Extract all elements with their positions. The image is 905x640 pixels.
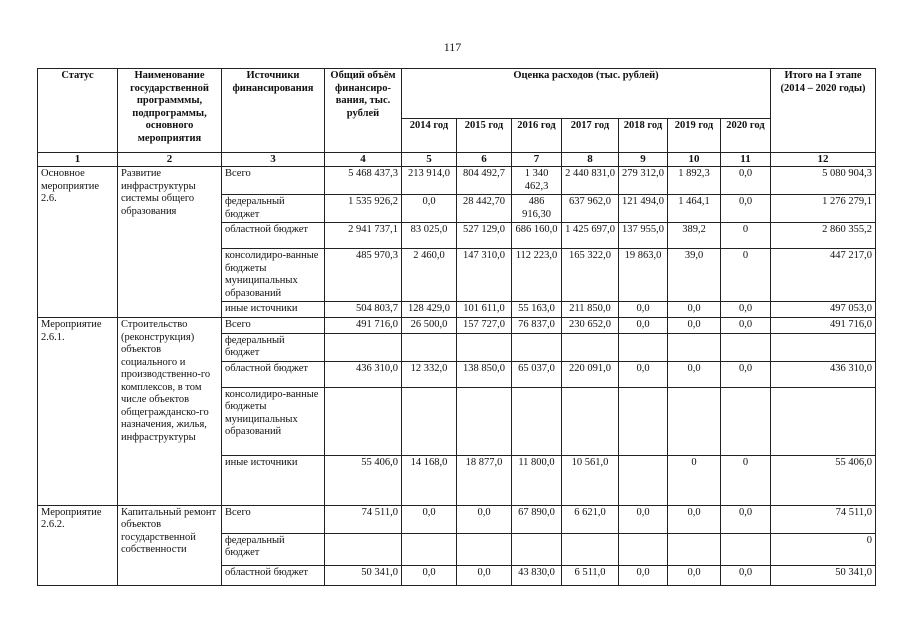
status-cell: Мероприятие 2.6.1. xyxy=(38,318,118,506)
funding-source-cell: областной бюджет xyxy=(222,361,325,387)
stage-total-cell: 491 716,0 xyxy=(771,318,876,334)
stage-total-cell: 447 217,0 xyxy=(771,249,876,302)
column-number: 7 xyxy=(512,153,562,167)
stage-total-cell: 497 053,0 xyxy=(771,302,876,318)
header-stage-total: Итого на I этапе (2014 – 2020 годы) xyxy=(771,69,876,153)
year-value-cell: 637 962,0 xyxy=(562,195,619,223)
stage-total-cell: 1 276 279,1 xyxy=(771,195,876,223)
year-value-cell: 26 500,0 xyxy=(402,318,457,334)
year-value-cell: 0,0 xyxy=(668,318,721,334)
funding-source-cell: федеральный бюджет xyxy=(222,533,325,565)
year-value-cell: 10 561,0 xyxy=(562,455,619,505)
year-value-cell xyxy=(402,387,457,455)
year-value-cell: 165 322,0 xyxy=(562,249,619,302)
year-2016: 2016 год xyxy=(512,119,562,153)
column-number: 8 xyxy=(562,153,619,167)
year-value-cell: 0,0 xyxy=(668,505,721,533)
year-value-cell: 279 312,0 xyxy=(619,167,668,195)
year-value-cell: 0,0 xyxy=(721,318,771,334)
header-status: Статус xyxy=(38,69,118,153)
year-value-cell xyxy=(562,387,619,455)
year-value-cell: 65 037,0 xyxy=(512,361,562,387)
total-volume-cell xyxy=(325,387,402,455)
total-volume-cell: 1 535 926,2 xyxy=(325,195,402,223)
year-value-cell xyxy=(721,333,771,361)
column-number: 12 xyxy=(771,153,876,167)
year-value-cell xyxy=(512,533,562,565)
total-volume-cell xyxy=(325,333,402,361)
year-value-cell xyxy=(562,533,619,565)
column-number: 1 xyxy=(38,153,118,167)
funding-source-cell: консолидиро-ванные бюджеты муниципальных образований xyxy=(222,249,325,302)
year-value-cell: 804 492,7 xyxy=(457,167,512,195)
year-value-cell: 0,0 xyxy=(619,302,668,318)
program-name-cell: Капитальный ремонт объектов государственной собственности xyxy=(118,505,222,585)
year-value-cell: 39,0 xyxy=(668,249,721,302)
year-value-cell xyxy=(721,533,771,565)
year-value-cell: 0,0 xyxy=(721,302,771,318)
year-2019: 2019 год xyxy=(668,119,721,153)
table-row xyxy=(38,167,876,195)
total-volume-cell: 504 803,7 xyxy=(325,302,402,318)
year-value-cell: 0 xyxy=(721,223,771,249)
year-value-cell xyxy=(668,533,721,565)
year-value-cell: 1 340 462,3 xyxy=(512,167,562,195)
year-value-cell xyxy=(457,333,512,361)
year-value-cell: 28 442,70 xyxy=(457,195,512,223)
year-value-cell: 157 727,0 xyxy=(457,318,512,334)
year-value-cell xyxy=(402,333,457,361)
year-value-cell: 389,2 xyxy=(668,223,721,249)
year-value-cell: 43 830,0 xyxy=(512,565,562,585)
year-value-cell: 138 850,0 xyxy=(457,361,512,387)
funding-source-cell: консолидиро-ванные бюджеты муниципальных образований xyxy=(222,387,325,455)
year-value-cell: 220 091,0 xyxy=(562,361,619,387)
header-funding-sources: Источники финансирования xyxy=(222,69,325,153)
status-cell: Мероприятие 2.6.2. xyxy=(38,505,118,585)
year-value-cell: 230 652,0 xyxy=(562,318,619,334)
stage-total-cell: 50 341,0 xyxy=(771,565,876,585)
year-2015: 2015 год xyxy=(457,119,512,153)
year-value-cell xyxy=(402,533,457,565)
year-value-cell: 0,0 xyxy=(721,195,771,223)
total-volume-cell: 74 511,0 xyxy=(325,505,402,533)
year-2014: 2014 год xyxy=(402,119,457,153)
stage-total-cell: 436 310,0 xyxy=(771,361,876,387)
table-row xyxy=(38,505,876,533)
program-name-cell: Развитие инфраструктуры системы общего образования xyxy=(118,167,222,318)
year-2020: 2020 год xyxy=(721,119,771,153)
total-volume-cell: 2 941 737,1 xyxy=(325,223,402,249)
column-number: 5 xyxy=(402,153,457,167)
total-volume-cell: 5 468 437,3 xyxy=(325,167,402,195)
year-value-cell: 1 425 697,0 xyxy=(562,223,619,249)
year-value-cell: 0,0 xyxy=(668,361,721,387)
year-value-cell: 0,0 xyxy=(721,361,771,387)
header-program-name: Наименование государственной программмы, подпрограммы, основного мероприятия xyxy=(118,69,222,153)
column-number: 11 xyxy=(721,153,771,167)
year-value-cell: 0,0 xyxy=(721,565,771,585)
year-value-cell: 101 611,0 xyxy=(457,302,512,318)
year-value-cell xyxy=(457,387,512,455)
year-value-cell xyxy=(512,333,562,361)
year-value-cell: 0 xyxy=(668,455,721,505)
year-value-cell: 0,0 xyxy=(619,565,668,585)
year-value-cell: 1 892,3 xyxy=(668,167,721,195)
year-value-cell: 0,0 xyxy=(668,565,721,585)
year-value-cell: 137 955,0 xyxy=(619,223,668,249)
year-value-cell xyxy=(619,455,668,505)
program-name-cell: Строительство (реконструкция) объектов социального и производственно-го комплексов, в том числе объектов общегражданско-го назначения, жилья, инфраструктуры xyxy=(118,318,222,506)
column-number: 6 xyxy=(457,153,512,167)
year-value-cell xyxy=(619,387,668,455)
year-value-cell xyxy=(721,387,771,455)
funding-source-cell: иные источники xyxy=(222,302,325,318)
year-value-cell xyxy=(619,533,668,565)
year-value-cell: 6 621,0 xyxy=(562,505,619,533)
page-number: 117 xyxy=(443,40,462,54)
year-value-cell: 0,0 xyxy=(619,505,668,533)
year-value-cell: 83 025,0 xyxy=(402,223,457,249)
column-number: 4 xyxy=(325,153,402,167)
funding-source-cell: Всего xyxy=(222,318,325,334)
status-cell: Основное мероприятие 2.6. xyxy=(38,167,118,318)
year-value-cell: 55 163,0 xyxy=(512,302,562,318)
year-value-cell: 0,0 xyxy=(402,565,457,585)
total-volume-cell: 55 406,0 xyxy=(325,455,402,505)
funding-source-cell: федеральный бюджет xyxy=(222,195,325,223)
year-value-cell: 0 xyxy=(721,455,771,505)
year-value-cell: 11 800,0 xyxy=(512,455,562,505)
funding-source-cell: Всего xyxy=(222,505,325,533)
year-value-cell xyxy=(619,333,668,361)
header-total-volume: Общий объём финансиро-вания, тыс. рублей xyxy=(325,69,402,153)
funding-source-cell: Всего xyxy=(222,167,325,195)
year-value-cell: 147 310,0 xyxy=(457,249,512,302)
year-2018: 2018 год xyxy=(619,119,668,153)
stage-total-cell: 55 406,0 xyxy=(771,455,876,505)
year-value-cell: 2 440 831,0 xyxy=(562,167,619,195)
table-body xyxy=(38,167,876,586)
year-value-cell: 6 511,0 xyxy=(562,565,619,585)
year-value-cell: 0,0 xyxy=(457,505,512,533)
funding-source-cell: федеральный бюджет xyxy=(222,333,325,361)
stage-total-cell: 2 860 355,2 xyxy=(771,223,876,249)
column-number-row xyxy=(38,153,876,167)
year-value-cell: 0,0 xyxy=(402,195,457,223)
stage-total-cell: 0 xyxy=(771,533,876,565)
year-value-cell: 128 429,0 xyxy=(402,302,457,318)
year-value-cell xyxy=(512,387,562,455)
year-value-cell xyxy=(668,387,721,455)
year-2017: 2017 год xyxy=(562,119,619,153)
year-value-cell xyxy=(457,533,512,565)
year-value-cell: 527 129,0 xyxy=(457,223,512,249)
year-value-cell: 14 168,0 xyxy=(402,455,457,505)
year-value-cell xyxy=(668,333,721,361)
stage-total-cell xyxy=(771,387,876,455)
header-expense-estimate: Оценка расходов (тыс. рублей) xyxy=(402,69,771,119)
year-value-cell: 1 464,1 xyxy=(668,195,721,223)
year-value-cell: 67 890,0 xyxy=(512,505,562,533)
stage-total-cell xyxy=(771,333,876,361)
year-value-cell: 112 223,0 xyxy=(512,249,562,302)
year-value-cell: 121 494,0 xyxy=(619,195,668,223)
year-value-cell: 0,0 xyxy=(402,505,457,533)
year-value-cell: 0,0 xyxy=(619,361,668,387)
year-value-cell: 18 877,0 xyxy=(457,455,512,505)
year-value-cell: 486 916,30 xyxy=(512,195,562,223)
stage-total-cell: 5 080 904,3 xyxy=(771,167,876,195)
year-value-cell: 19 863,0 xyxy=(619,249,668,302)
total-volume-cell: 436 310,0 xyxy=(325,361,402,387)
year-value-cell: 2 460,0 xyxy=(402,249,457,302)
year-value-cell: 0,0 xyxy=(457,565,512,585)
column-number: 2 xyxy=(118,153,222,167)
year-value-cell xyxy=(562,333,619,361)
total-volume-cell xyxy=(325,533,402,565)
column-number: 9 xyxy=(619,153,668,167)
year-value-cell: 0,0 xyxy=(721,505,771,533)
table-row xyxy=(38,318,876,334)
year-value-cell: 211 850,0 xyxy=(562,302,619,318)
total-volume-cell: 485 970,3 xyxy=(325,249,402,302)
year-value-cell: 0,0 xyxy=(668,302,721,318)
total-volume-cell: 491 716,0 xyxy=(325,318,402,334)
year-value-cell: 686 160,0 xyxy=(512,223,562,249)
year-value-cell: 12 332,0 xyxy=(402,361,457,387)
year-value-cell: 76 837,0 xyxy=(512,318,562,334)
budget-table xyxy=(37,68,876,586)
year-value-cell: 0,0 xyxy=(619,318,668,334)
funding-source-cell: иные источники xyxy=(222,455,325,505)
column-number: 10 xyxy=(668,153,721,167)
year-value-cell: 0 xyxy=(721,249,771,302)
column-number: 3 xyxy=(222,153,325,167)
funding-source-cell: областной бюджет xyxy=(222,565,325,585)
total-volume-cell: 50 341,0 xyxy=(325,565,402,585)
funding-source-cell: областной бюджет xyxy=(222,223,325,249)
year-value-cell: 213 914,0 xyxy=(402,167,457,195)
year-value-cell: 0,0 xyxy=(721,167,771,195)
stage-total-cell: 74 511,0 xyxy=(771,505,876,533)
